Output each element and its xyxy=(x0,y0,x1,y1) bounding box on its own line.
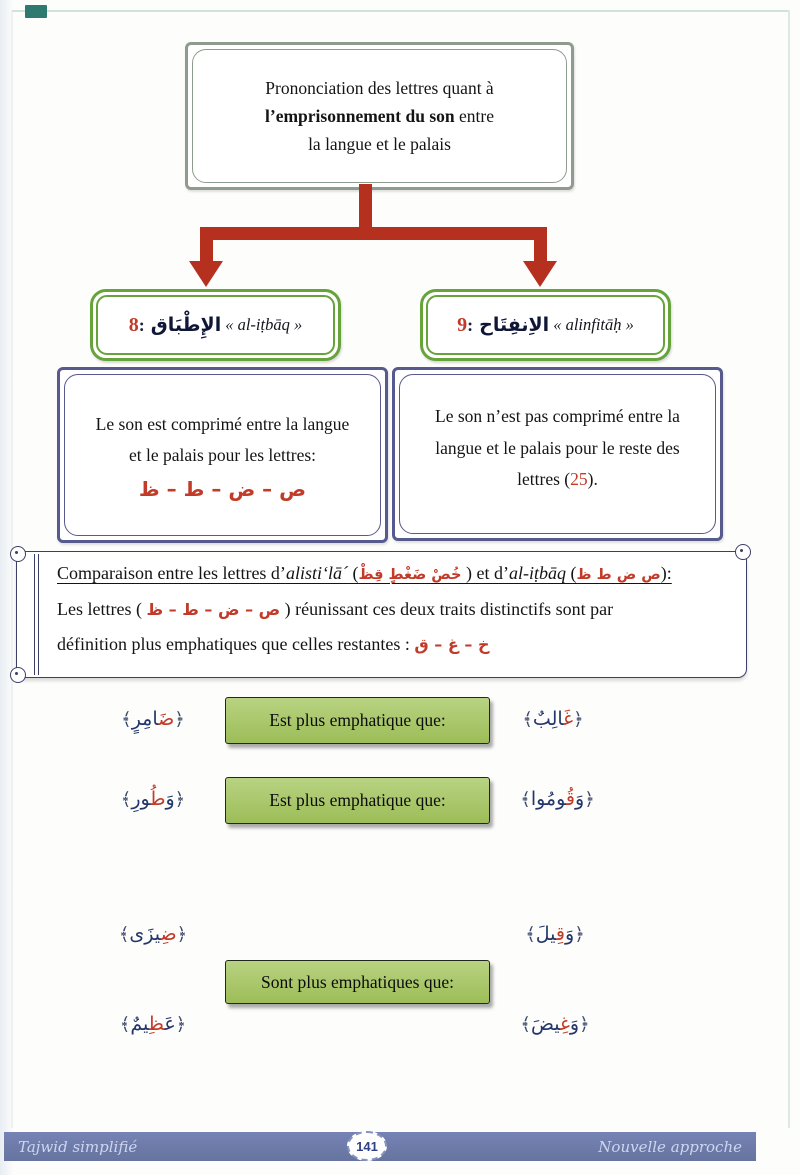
connector-arm-right xyxy=(534,227,547,263)
quran-word-waqumu xyxy=(500,775,615,823)
flowchart-root-box xyxy=(185,42,574,190)
comparison-label-1 xyxy=(225,697,490,744)
banner-l1-t4: ( xyxy=(566,563,577,583)
word-emphatic-letter: قُ‍ xyxy=(565,788,575,810)
quran-word-waghida xyxy=(500,1000,610,1048)
word-part: ‍الِبٌ xyxy=(532,708,564,730)
banner-line2 xyxy=(57,598,732,621)
ornate-bracket-close: ﴾ xyxy=(119,1013,131,1035)
infitah-text-before: Le son n’est pas comprimé entre la langue et le palais pour le reste des lettres ( xyxy=(435,406,680,489)
node-alinfitah xyxy=(420,289,671,361)
node8-arabic: الإِطْبَاق xyxy=(150,314,222,336)
page-number-badge xyxy=(347,1131,387,1161)
node-alinfitah-inner xyxy=(426,295,665,355)
node9-latin: « alinfitāḥ » xyxy=(553,315,634,334)
banner-l2-letters: ص – ض – ط – ظ xyxy=(146,599,281,619)
word-part: ‍امِرٍ xyxy=(131,708,159,730)
word-emphatic-letter: ‍ظِ‍ xyxy=(148,1013,165,1035)
banner-l1-t1: Comparaison entre les lettres d’ xyxy=(57,563,286,583)
root-line1: Prononciation des lettres quant à xyxy=(265,78,494,98)
node-number-8: 8 xyxy=(128,313,139,336)
word-part: ‍ومُوا xyxy=(530,788,566,810)
footer-book-title: Tajwid simplifié xyxy=(18,1137,138,1156)
ornate-bracket-close: ﴾ xyxy=(520,788,531,810)
itbaq-statement-text: Le son est comprimé entre la langue et le palais pour les lettres: xyxy=(95,414,350,465)
statement-box-infitah xyxy=(392,367,723,541)
banner-line3 xyxy=(57,633,732,656)
word-part: ‍يزَى xyxy=(129,923,161,945)
statement-box-itbaq xyxy=(57,367,388,543)
ornate-bracket-open: ﴿ xyxy=(584,788,595,810)
connector-stem xyxy=(359,184,372,230)
word-emphatic-letter: غَ‍ xyxy=(563,708,574,730)
ornate-bracket-close: ﴾ xyxy=(520,1013,531,1035)
word-part: عَ‍ xyxy=(164,1013,176,1035)
ornate-bracket-open: ﴿ xyxy=(174,708,185,730)
comparison-label-1-text: Est plus emphatique que: xyxy=(269,710,446,730)
ornate-bracket-open: ﴿ xyxy=(573,708,584,730)
comparison-label-2 xyxy=(225,777,490,824)
root-line2-rest: entre xyxy=(454,106,494,126)
root-line3: la langue et le palais xyxy=(308,134,451,154)
banner-l3-letters: خ – غ – ق xyxy=(414,635,490,654)
connector-arm-left xyxy=(200,227,213,263)
ornate-bracket-open: ﴿ xyxy=(175,1013,187,1035)
word-part: وَ xyxy=(565,923,575,945)
comparison-label-3-text: Sont plus emphatiques que: xyxy=(261,971,454,992)
node-al-itbaq-inner xyxy=(96,295,335,355)
word-emphatic-letter: قِ‍ xyxy=(555,923,566,945)
comparison-label-3 xyxy=(225,960,490,1004)
banner-l1-istila: alisti‘lā´ xyxy=(285,563,348,583)
arrow-down-icon-right xyxy=(523,261,557,287)
banner-text xyxy=(57,562,732,656)
scroll-curl-top-left xyxy=(10,546,26,562)
ornate-bracket-close: ﴾ xyxy=(522,708,533,730)
ornate-bracket-close: ﴾ xyxy=(525,923,536,945)
statement-box-itbaq-inner xyxy=(64,374,381,536)
ornate-bracket-open: ﴿ xyxy=(579,1013,590,1035)
word-part: وَ xyxy=(569,1013,580,1035)
itbaq-letters: ص – ض – ط – ظ xyxy=(138,476,307,501)
connector-bar xyxy=(200,227,547,240)
banner-l2-t2: ) réunissant ces deux traits distinctifs sont par xyxy=(280,598,614,619)
ornate-bracket-open: ﴿ xyxy=(176,923,188,945)
word-emphatic-letter: ضَ‍ xyxy=(158,708,175,730)
page-frame-right xyxy=(788,10,790,1128)
flowchart-root-box-inner xyxy=(192,49,567,183)
word-part: وَ xyxy=(575,788,585,810)
node9-arabic: الاِنفِتَاح xyxy=(479,314,550,336)
banner-l1-t3: ) et d’ xyxy=(461,563,509,583)
banner-l2-t1: Les lettres ( xyxy=(57,598,147,619)
quran-word-diza xyxy=(103,910,203,958)
word-part: وَ xyxy=(165,788,175,810)
arrow-down-icon-left xyxy=(189,261,223,287)
comparison-label-2-text: Est plus emphatique que: xyxy=(269,790,446,810)
word-part: ‍يضَ xyxy=(530,1013,560,1035)
banner-l1-mnemonic: خُصْ ضَغْطٍ قِظْ xyxy=(358,567,462,583)
root-line2 xyxy=(265,102,494,130)
page-frame-left xyxy=(11,10,13,1128)
page-frame-top xyxy=(12,10,788,12)
infitah-text-after: ). xyxy=(587,469,598,489)
banner-l1-t2: ( xyxy=(347,563,359,583)
root-line2-bold: l’emprisonnement du son xyxy=(265,106,455,126)
ornate-bracket-open: ﴿ xyxy=(574,923,585,945)
ornate-bracket-close: ﴾ xyxy=(120,788,132,810)
banner-l1-letters: ص ض ط ظ xyxy=(576,567,661,583)
node9-colon: : xyxy=(467,314,474,335)
word-part: ‍ورِ xyxy=(131,788,151,810)
word-part: ‍يلَ xyxy=(535,923,556,945)
banner-l1-itbaq: al-iṭbāq xyxy=(509,563,566,583)
scroll-roll-edge xyxy=(34,554,39,675)
node8-colon: : xyxy=(138,314,145,335)
node8-latin: « al-iṭbāq » xyxy=(225,315,303,334)
quran-word-watur xyxy=(103,775,203,823)
ornate-bracket-close: ﴾ xyxy=(121,708,132,730)
quran-word-ghalib xyxy=(503,695,603,743)
ornate-bracket-open: ﴿ xyxy=(174,788,186,810)
quran-word-waqila xyxy=(500,910,610,958)
ornate-bracket-close: ﴾ xyxy=(118,923,130,945)
banner-l3-t1: définition plus emphatiques que celles restantes : xyxy=(57,634,415,654)
footer-edition: Nouvelle approche xyxy=(598,1137,742,1156)
word-part: ‍يمٌ xyxy=(130,1013,149,1035)
statement-box-infitah-inner xyxy=(399,374,716,534)
node-number-9: 9 xyxy=(457,313,468,336)
comparison-scroll-banner xyxy=(16,551,747,678)
scroll-curl-bottom-left xyxy=(10,667,26,683)
banner-line1 xyxy=(57,562,732,585)
banner-l1-t5: ): xyxy=(660,563,672,583)
infitah-statement-text xyxy=(430,401,685,496)
scroll-curl-top-right xyxy=(735,544,751,560)
quran-word-azim xyxy=(103,1000,203,1048)
page-number: 141 xyxy=(356,1138,378,1154)
word-emphatic-letter: ضِ‍ xyxy=(160,923,177,945)
infitah-letter-count: 25 xyxy=(570,469,588,489)
word-emphatic-letter: طُ‍ xyxy=(150,788,166,810)
teal-corner-mark xyxy=(25,5,47,18)
quran-word-damir xyxy=(103,695,203,743)
node-al-itbaq xyxy=(90,289,341,361)
word-emphatic-letter: غِ‍ xyxy=(559,1013,570,1035)
